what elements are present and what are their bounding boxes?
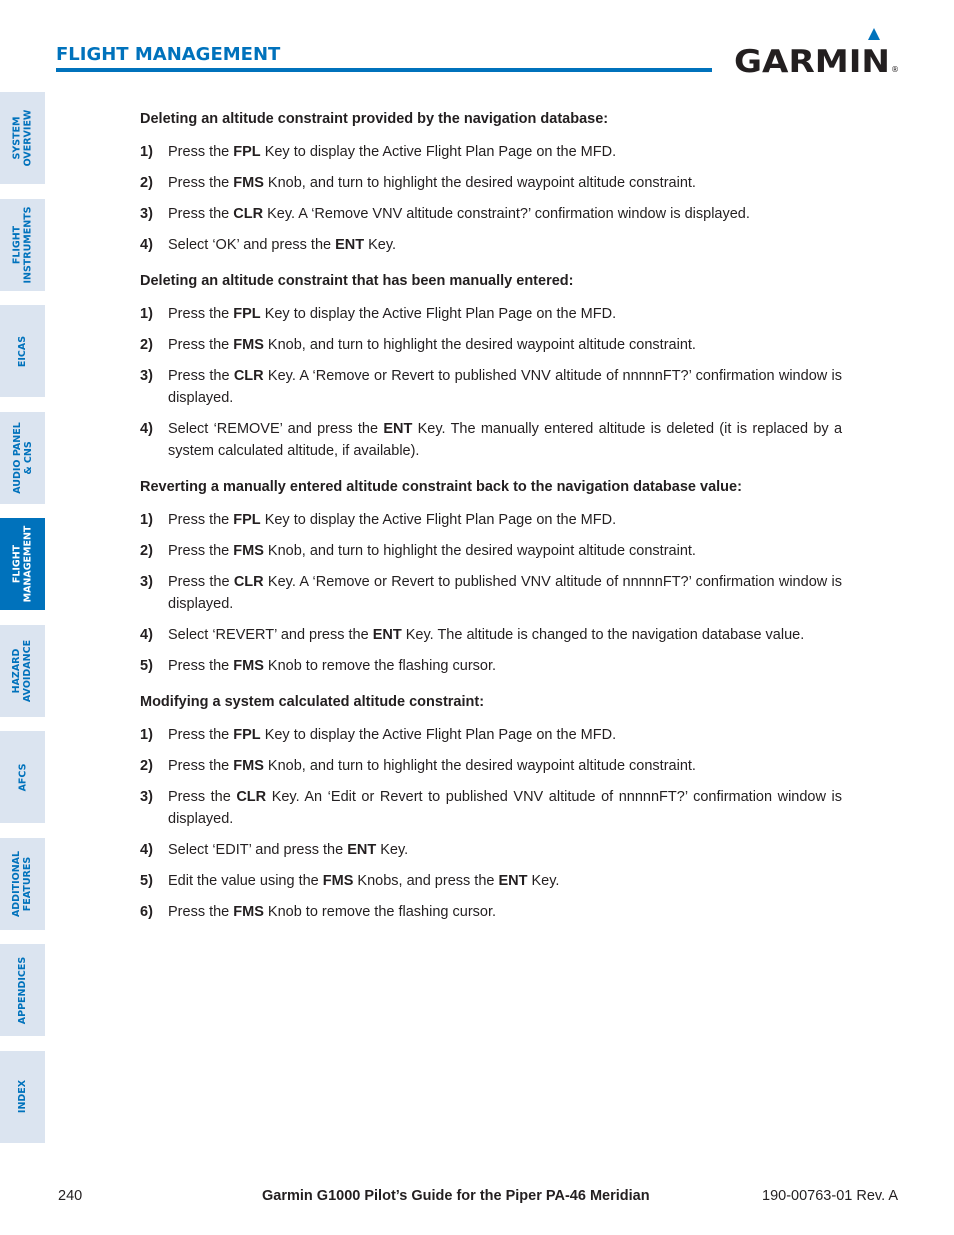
step-number: 3) <box>140 574 153 590</box>
step-text-segment: Key. <box>364 237 397 253</box>
step-text-segment: Press the <box>168 337 234 353</box>
procedure-step <box>140 724 842 746</box>
tab-hazard-avoidance[interactable] <box>0 625 45 717</box>
step-text <box>168 334 842 356</box>
key-name: CLR <box>236 789 267 805</box>
step-text <box>168 141 842 163</box>
step-number: 5) <box>140 658 153 674</box>
step-text <box>168 540 842 562</box>
key-name: CLR <box>233 368 264 384</box>
step-text-segment: Key. A ‘Remove or Revert to published VNV altitude of nnnnnFT?’ confirmation window is displayed. <box>168 574 842 612</box>
tab-label-line: MANAGEMENT <box>22 525 34 603</box>
step-number: 2) <box>140 758 153 774</box>
key-name: FPL <box>233 306 261 322</box>
procedure-step <box>140 234 842 256</box>
page-number: 240 <box>58 1188 83 1204</box>
step-text <box>168 839 842 861</box>
key-name: ENT <box>498 873 528 889</box>
step-number: 6) <box>140 904 153 920</box>
garmin-logo-text: GARMIN <box>734 44 890 76</box>
tab-label <box>17 335 28 366</box>
step-number: 1) <box>140 144 153 160</box>
tab-label-line: FLIGHT <box>11 225 23 264</box>
step-text-segment: Key. A ‘Remove or Revert to published VNV altitude of nnnnnFT?’ confirmation window is displayed. <box>168 368 842 406</box>
tab-label-line: EICAS <box>16 335 28 367</box>
procedure-heading: Deleting an altitude constraint that has been manually entered: <box>140 273 574 289</box>
procedure-heading: Modifying a system calculated altitude constraint: <box>140 694 485 710</box>
step-number: 4) <box>140 627 153 643</box>
tab-eicas[interactable] <box>0 305 45 397</box>
key-name: FPL <box>233 727 261 743</box>
page-footer <box>0 1188 954 1212</box>
tab-label-line: SYSTEM <box>11 116 23 160</box>
garmin-logo <box>734 26 899 76</box>
footer-title: Garmin G1000 Pilot’s Guide for the Piper PA-46 Meridian <box>262 1188 650 1204</box>
step-number: 1) <box>140 512 153 528</box>
step-text <box>168 509 842 531</box>
step-text-segment: Press the <box>168 368 234 384</box>
tab-label-line: ADDITIONAL <box>11 850 23 917</box>
step-text-segment: Select ‘OK’ and press the <box>168 237 336 253</box>
procedure-step <box>140 655 842 677</box>
step-text-segment: Key to display the Active Flight Plan Page on the MFD. <box>260 727 617 743</box>
key-name: FMS <box>233 904 264 920</box>
key-name: FMS <box>233 658 264 674</box>
step-number: 1) <box>140 306 153 322</box>
tab-additional-features[interactable] <box>0 838 45 930</box>
tab-label-line: APPENDICES <box>17 956 29 1024</box>
tab-flight-management[interactable] <box>0 518 45 610</box>
procedure-step <box>140 901 842 923</box>
procedure-step <box>140 839 842 861</box>
step-number: 2) <box>140 175 153 191</box>
key-name: FMS <box>233 758 264 774</box>
step-number: 3) <box>140 206 153 222</box>
step-text <box>168 724 842 746</box>
key-name: FMS <box>233 543 264 559</box>
step-text-segment: Knob, and turn to highlight the desired waypoint altitude constraint. <box>263 337 696 353</box>
tab-label <box>17 763 28 791</box>
key-name: ENT <box>347 842 377 858</box>
procedure-step <box>140 540 842 562</box>
tab-audio-panel-cns[interactable] <box>0 412 45 504</box>
procedure-step <box>140 571 842 615</box>
step-text-segment: Select ‘REVERT’ and press the <box>168 627 373 643</box>
step-text-segment: Knob to remove the flashing cursor. <box>263 904 497 920</box>
document-number: 190-00763-01 Rev. A <box>762 1188 898 1204</box>
step-text <box>168 303 842 325</box>
tab-label-line: HAZARD <box>11 648 23 693</box>
step-text-segment: Select ‘REMOVE’ and press the <box>168 421 384 437</box>
step-number: 3) <box>140 368 153 384</box>
tab-label-line: OVERVIEW <box>22 109 34 167</box>
step-text-segment: Press the <box>168 144 234 160</box>
procedure-step <box>140 755 842 777</box>
procedure-step <box>140 334 842 356</box>
tab-label <box>12 110 34 167</box>
procedure-heading: Reverting a manually entered altitude constraint back to the navigation database value: <box>140 479 742 495</box>
step-number: 2) <box>140 337 153 353</box>
section-title: FLIGHT MANAGEMENT <box>56 44 281 65</box>
step-text-segment: Knob, and turn to highlight the desired waypoint altitude constraint. <box>263 758 696 774</box>
tab-label-line: & CNS <box>22 440 34 475</box>
step-text-segment: Key. A ‘Remove VNV altitude constraint?’ confirmation window is displayed. <box>263 206 750 222</box>
title-rule <box>56 68 712 72</box>
tab-label-line: FLIGHT <box>11 544 23 584</box>
step-text-segment: Press the <box>168 574 234 590</box>
step-text-segment: Press the <box>168 206 234 222</box>
step-text-segment: Key. An ‘Edit or Revert to published VNV altitude of nnnnnFT?’ confirmation window is displayed. <box>168 789 842 827</box>
step-text <box>168 172 842 194</box>
key-name: FMS <box>322 873 354 889</box>
key-name: FMS <box>233 337 264 353</box>
key-name: CLR <box>233 206 264 222</box>
step-text-segment: Key. <box>527 873 560 889</box>
step-number: 4) <box>140 421 153 437</box>
tab-label-line: INDEX <box>17 1079 28 1114</box>
step-text-segment: Press the <box>168 758 234 774</box>
tab-label-line: AFCS <box>17 763 28 791</box>
garmin-logo-registered: ® <box>891 65 899 74</box>
step-text <box>168 365 842 409</box>
procedure-heading: Deleting an altitude constraint provided by the navigation database: <box>140 111 609 127</box>
step-text <box>168 624 842 646</box>
step-text-segment: Key to display the Active Flight Plan Page on the MFD. <box>260 306 617 322</box>
step-text-segment: Key to display the Active Flight Plan Page on the MFD. <box>260 512 617 528</box>
key-name: CLR <box>233 574 264 590</box>
procedure-step <box>140 365 842 409</box>
step-text <box>168 870 842 892</box>
procedure-step <box>140 418 842 462</box>
step-text-segment: Press the <box>168 306 234 322</box>
key-name: FPL <box>233 144 261 160</box>
procedure-step <box>140 624 842 646</box>
tab-label <box>12 639 34 701</box>
step-text <box>168 234 842 256</box>
procedure-step <box>140 141 842 163</box>
step-number: 5) <box>140 873 153 889</box>
step-text <box>168 655 842 677</box>
tab-system-overview[interactable] <box>0 92 45 184</box>
step-text-segment: Key. The altitude is changed to the navigation database value. <box>401 627 805 643</box>
procedure-step <box>140 172 842 194</box>
step-text <box>168 786 842 830</box>
step-text-segment: Key to display the Active Flight Plan Page on the MFD. <box>260 144 617 160</box>
step-number: 4) <box>140 842 153 858</box>
key-name: ENT <box>383 421 413 437</box>
key-name: ENT <box>372 627 402 643</box>
step-text-segment: Key. <box>376 842 409 858</box>
step-text-segment: Press the <box>168 175 234 191</box>
tab-appendices[interactable] <box>0 944 45 1036</box>
key-name: FPL <box>233 512 261 528</box>
key-name: ENT <box>335 237 365 253</box>
tab-afcs[interactable] <box>0 731 45 823</box>
step-text-segment: Press the <box>168 658 234 674</box>
step-text <box>168 571 842 615</box>
step-text-segment: Knobs, and press the <box>353 873 499 889</box>
procedure-step <box>140 509 842 531</box>
tab-label <box>12 526 34 603</box>
tab-label <box>17 1080 28 1113</box>
step-number: 2) <box>140 543 153 559</box>
step-text <box>168 418 842 462</box>
procedure-step <box>140 786 842 830</box>
step-text-segment: Knob, and turn to highlight the desired waypoint altitude constraint. <box>263 543 696 559</box>
step-number: 3) <box>140 789 153 805</box>
step-text-segment: Press the <box>168 789 237 805</box>
step-text-segment: Press the <box>168 727 234 743</box>
step-number: 1) <box>140 727 153 743</box>
tab-label-line: AUDIO PANEL <box>11 421 23 494</box>
step-number: 4) <box>140 237 153 253</box>
tab-label-line: AVOIDANCE <box>22 639 34 702</box>
tab-label-line: INSTRUMENTS <box>22 205 34 284</box>
step-text-segment: Press the <box>168 904 234 920</box>
step-text-segment: Knob to remove the flashing cursor. <box>263 658 497 674</box>
key-name: FMS <box>233 175 264 191</box>
tab-index[interactable] <box>0 1051 45 1143</box>
step-text-segment: Key. The manually entered altitude is deleted (it is replaced by a system calculated altitude, if available). <box>168 421 843 459</box>
step-text-segment: Select ‘EDIT’ and press the <box>168 842 348 858</box>
procedure-step <box>140 870 842 892</box>
tab-label <box>12 206 34 283</box>
step-text <box>168 901 842 923</box>
step-text-segment: Press the <box>168 543 234 559</box>
tab-label <box>17 956 28 1023</box>
garmin-logo-delta-icon <box>868 28 880 40</box>
step-text <box>168 203 842 225</box>
page-content <box>140 108 842 937</box>
procedure-step <box>140 203 842 225</box>
step-text <box>168 755 842 777</box>
step-text-segment: Press the <box>168 512 234 528</box>
tab-label <box>12 422 34 494</box>
tab-flight-instruments[interactable] <box>0 199 45 291</box>
tab-label <box>12 850 34 916</box>
tab-label-line: FEATURES <box>22 856 34 911</box>
procedure-step <box>140 303 842 325</box>
step-text-segment: Knob, and turn to highlight the desired waypoint altitude constraint. <box>263 175 696 191</box>
step-text-segment: Edit the value using the <box>168 873 323 889</box>
